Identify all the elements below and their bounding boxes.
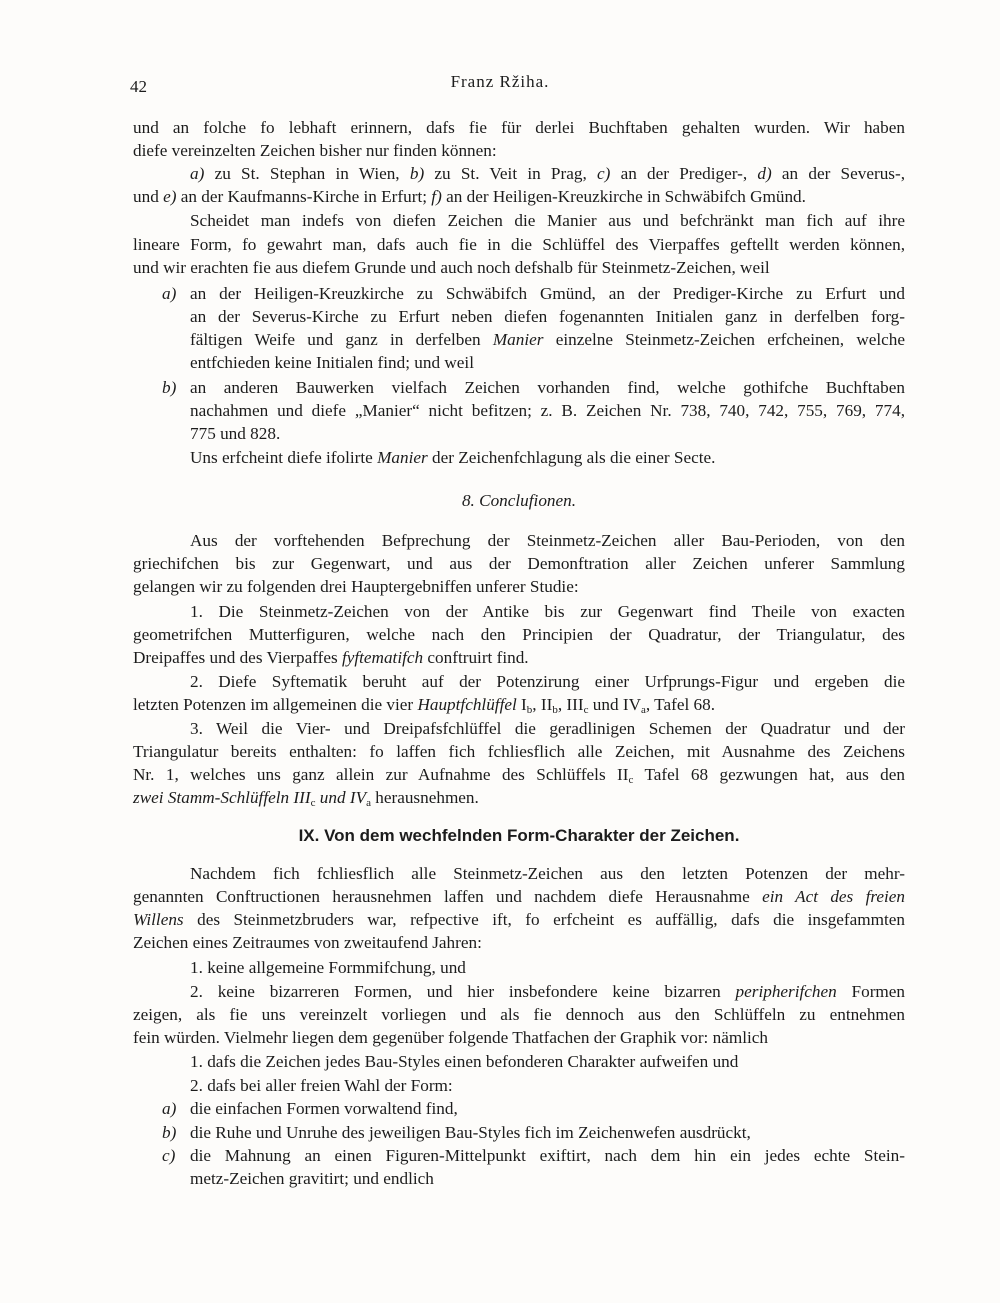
text-line: genannten Conftructionen herausnehmen laffen und nachdem diefe Herausnahme ein Act des freien (133, 887, 906, 906)
text-line: und an folche fo lebhaft erinnern, dafs fie für derlei Buchftaben gehalten wurden. Wir haben (133, 118, 905, 137)
text-line: 3. Weil die Vier- und Dreipafsfchlüffel die geradlinigen Schemen der Quadratur und der (190, 719, 905, 738)
text-line: 775 und 828. (190, 424, 281, 443)
text-line: Dreipaffes und des Vierpaffes fyftematifch conftruirt find. (133, 648, 529, 667)
text-line: Triangulatur bereits enthalten: fo laffen fich fchliesflich alle Zeichen, mit Ausnahme des Zeichens (133, 742, 905, 761)
text-line: Willens des Steinmetzbruders war, refpective ift, fo erfcheint es auffällig, dafs die insgefammten (133, 910, 906, 929)
text-line: Zeichen eines Zeitraumes von zweitaufend Jahren: (133, 933, 482, 952)
text-line: letzten Potenzen im allgemeinen die vier Hauptfchlüffel $I_b$, $II_b$, $III_c$ und $IV_a$, Tafel 68. (133, 695, 716, 716)
text-line: entfchieden keine Initialen find; und weil (190, 353, 474, 372)
text-line: fältigen Weife und ganz in derfelben Manier einzelne Steinmetz-Zeichen erfcheinen, welche (190, 330, 906, 349)
running-title: Franz Ržiha. (450, 72, 550, 91)
text-line: an der Severus-Kirche zu Erfurt neben diefen fogenannten Initialen ganz in derfelben forg- (190, 307, 905, 326)
text-line: diefe vereinzelten Zeichen bisher nur finden können: (133, 141, 497, 160)
text-line: 2. dafs bei aller freien Wahl der Form: (190, 1076, 453, 1095)
text-line: fein würden. Vielmehr liegen dem gegenüber folgende Thatfachen der Graphik vor: nämlich (133, 1028, 768, 1047)
page-number: 42 (130, 77, 147, 96)
text-line: a) zu St. Stephan in Wien, b) zu St. Veit in Prag, c) an der Prediger-, d) an der Severus-, (190, 164, 905, 183)
text-line: die Ruhe und Unruhe des jeweiligen Bau-Styles fich im Zeichenwefen ausdrückt, (190, 1123, 751, 1142)
list-label: a) (162, 284, 177, 303)
section-heading: 8. Conclufionen. (461, 491, 577, 510)
text-line: lineare Form, fo gewahrt man, dafs auch fie in die Schlüffel des Vierpaffes geftellt werden können, (133, 235, 905, 254)
text-line: Nr. 1, welches uns ganz allein zur Aufnahme des Schlüffels $II_c$ Tafel 68 gezwungen hat, aus den (133, 765, 906, 786)
text-line: 1. Die Steinmetz-Zeichen von der Antike bis zur Gegenwart find Theile von exacten (190, 602, 905, 621)
text-line: Nachdem fich fchliesflich alle Steinmetz-Zeichen aus den letzten Potenzen der mehr- (190, 864, 905, 883)
text-line: an anderen Bauwerken vielfach Zeichen vorhanden find, welche gothifche Buchftaben (190, 378, 905, 397)
text-line: Aus der vorftehenden Befprechung der Steinmetz-Zeichen aller Bau-Perioden, von den (190, 531, 905, 550)
text-line: metz-Zeichen gravitirt; und endlich (190, 1169, 434, 1188)
list-label: c) (162, 1146, 176, 1165)
text-line: gelangen wir zu folgenden drei Hauptergebniffen unferer Studie: (133, 577, 579, 596)
text-line: und e) an der Kaufmanns-Kirche in Erfurt; f) an der Heiligen-Kreuzkirche in Schwäbifch Gmünd. (133, 187, 806, 206)
text-line: 2. Diefe Syftematik beruht auf der Potenzirung einer Urfprungs-Figur und ergeben die (190, 672, 905, 691)
text-line: griechifchen bis zur Gegenwart, und aus der Demonftration aller Zeichen unferer Sammlung (133, 554, 905, 573)
section-heading: IX. Von dem wechfelnden Form-Charakter der Zeichen. (298, 826, 740, 845)
text-line: 1. keine allgemeine Formmifchung, und (190, 958, 466, 977)
text-line: 1. dafs die Zeichen jedes Bau-Styles einen befonderen Charakter aufweifen und (190, 1052, 739, 1071)
text-line: Scheidet man indefs von diefen Zeichen die Manier aus und befchränkt man fich auf ihre (190, 211, 905, 230)
text-line: geometrifchen Mutterfiguren, welche nach den Principien der Quadratur, der Triangulatur, des (133, 625, 905, 644)
text-line: und wir erachten fie aus diefem Grunde und auch noch defshalb für Steinmetz-Zeichen, weil (133, 258, 770, 277)
text-line: nachahmen und diefe „Manier“ nicht befitzen; z. B. Zeichen Nr. 738, 740, 742, 755, 769, 774, (190, 401, 905, 420)
list-label: b) (162, 378, 177, 397)
list-label: b) (162, 1123, 177, 1142)
text-line: zeigen, als fie uns vereinzelt vorliegen und als fie dennoch aus den Schlüffeln zu entnehmen (133, 1005, 905, 1024)
list-label: a) (162, 1099, 177, 1118)
text-line: Uns erfcheint diefe ifolirte Manier der Zeichenfchlagung als die einer Secte. (190, 448, 716, 467)
text-line: an der Heiligen-Kreuzkirche zu Schwäbifch Gmünd, an der Prediger-Kirche zu Erfurt und (190, 284, 905, 303)
text-line: die Mahnung an einen Figuren-Mittelpunkt exiftirt, nach dem hin ein jedes echte Stein- (190, 1146, 905, 1165)
text-line: 2. keine bizarreren Formen, und hier insbefondere keine bizarren peripherifchen Formen (190, 982, 906, 1001)
text-line: die einfachen Formen vorwaltend find, (190, 1099, 458, 1118)
text-line: zwei Stamm-Schlüffeln $III_c$ und $IV_a$ herausnehmen. (133, 788, 479, 809)
